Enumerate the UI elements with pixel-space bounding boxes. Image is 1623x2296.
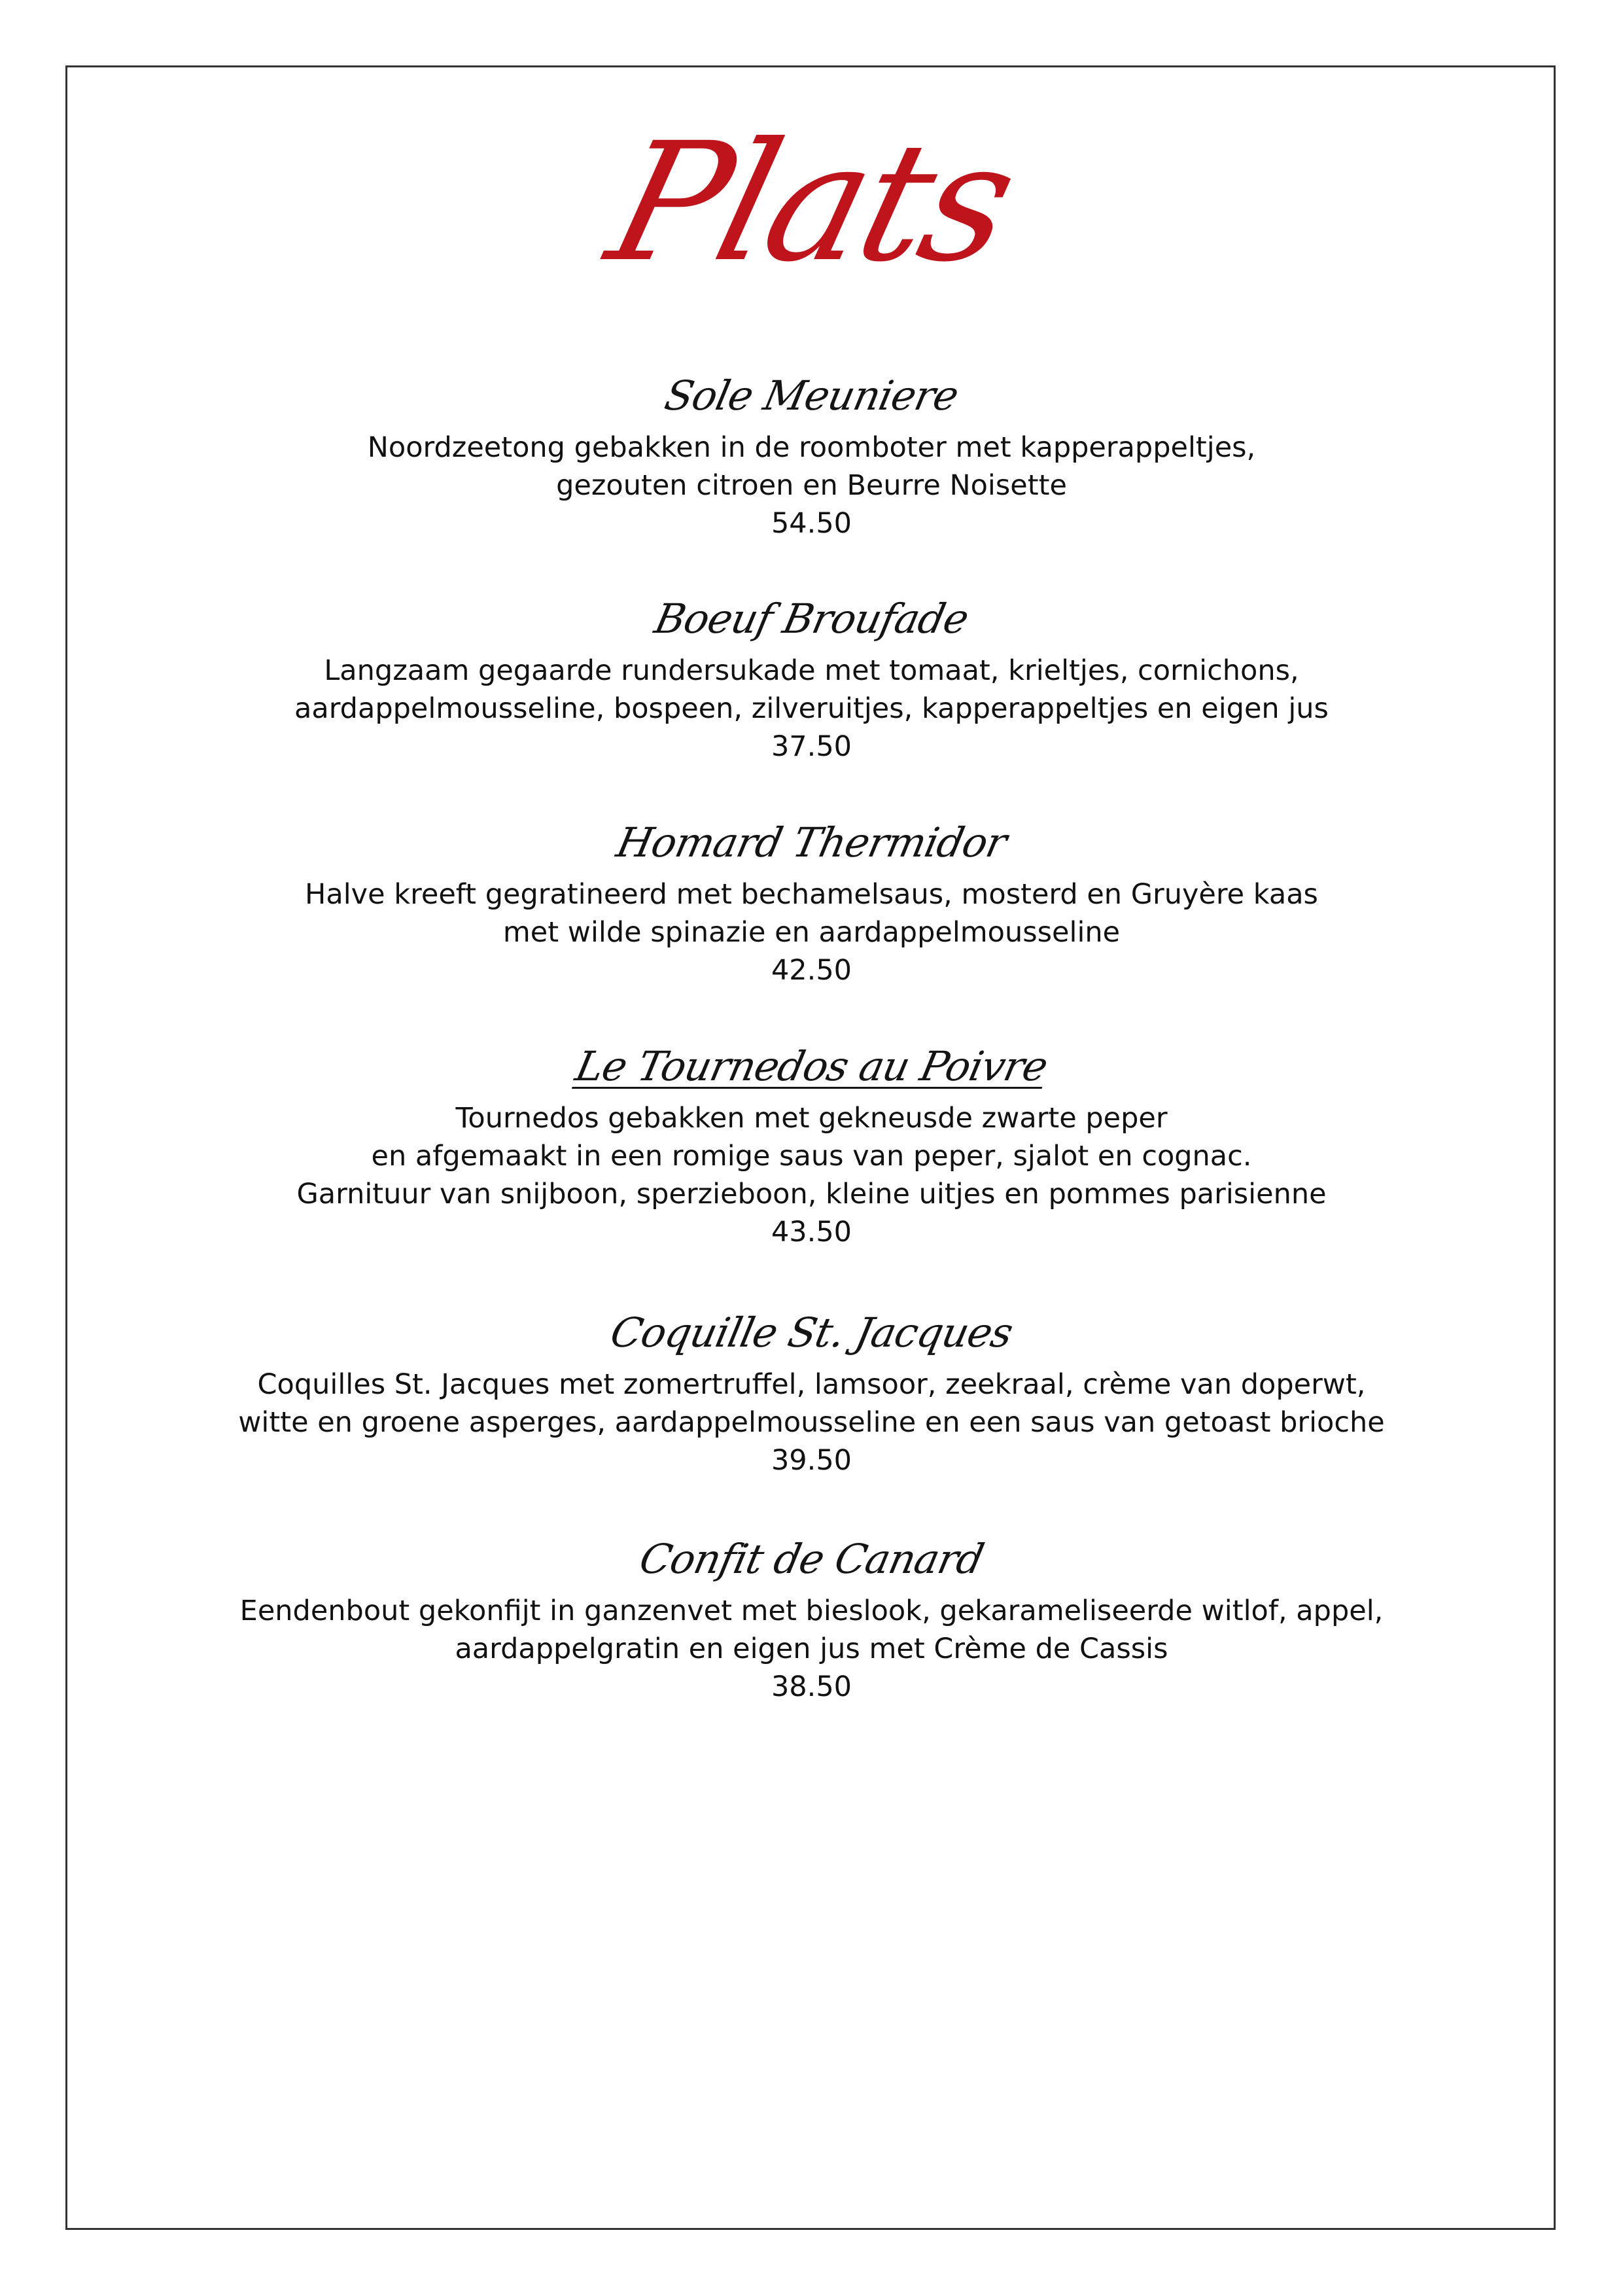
menu-item xyxy=(65,1034,1558,1251)
dish-description-line: gezouten citroen en Beurre Noisette xyxy=(556,469,1067,502)
dish-description-line: met wilde spinazie en aardappelmousseline xyxy=(502,916,1121,949)
dish-description xyxy=(65,652,1558,728)
dish-name: Homard Thermidor xyxy=(612,819,1011,866)
dish-description-line: aardappelmousseline, bospeen, zilveruitjes, kapperappeltjes en eigen jus xyxy=(294,692,1329,725)
dish-description xyxy=(65,1592,1558,1668)
dish-description xyxy=(65,875,1558,951)
dish-description-line: en afgemaakt in een romige saus van peper, sjalot en cognac. xyxy=(371,1140,1252,1173)
dish-description-line: Tournedos gebakken met gekneusde zwarte peper xyxy=(455,1102,1168,1135)
dish-price: 42.50 xyxy=(771,954,852,987)
page-title: Plats xyxy=(593,107,1030,298)
dish-description xyxy=(65,1099,1558,1213)
dish-description-line: Noordzeetong gebakken in de roomboter met kapperappeltjes, xyxy=(367,431,1256,464)
dish-description-line: Eendenbout gekonfijt in ganzenvet met bieslook, gekarameliseerde witlof, appel, xyxy=(239,1595,1384,1627)
dish-description xyxy=(65,1366,1558,1441)
dish-name: Le Tournedos au Poivre xyxy=(571,1042,1052,1090)
menu-item xyxy=(65,810,1558,989)
dish-description-line: Coquilles St. Jacques met zomertruffel, lamsoor, zeekraal, crème van doperwt, xyxy=(257,1368,1366,1401)
dish-description-line: Garnituur van snijboon, sperzieboon, kleine uitjes en pommes parisienne xyxy=(296,1178,1327,1210)
dish-price: 54.50 xyxy=(771,507,852,540)
dish-name: Sole Meuniere xyxy=(660,372,963,419)
dish-description-line: aardappelgratin en eigen jus met Crème de Cassis xyxy=(455,1633,1168,1665)
dish-description-line: Halve kreeft gegratineerd met bechamelsaus, mosterd en Gruyère kaas xyxy=(305,878,1318,911)
dish-name: Boeuf Broufade xyxy=(650,595,973,643)
menu-item xyxy=(65,1527,1558,1706)
dish-description xyxy=(65,429,1558,504)
dish-price: 37.50 xyxy=(771,730,852,763)
menu-item xyxy=(65,586,1558,766)
dish-name: Coquille St. Jacques xyxy=(606,1309,1017,1356)
dish-price: 43.50 xyxy=(771,1216,852,1248)
dish-description-line: witte en groene asperges, aardappelmousseline en een saus van getoast brioche xyxy=(238,1406,1385,1439)
dish-name: Confit de Canard xyxy=(635,1535,988,1583)
menu-item xyxy=(65,1300,1558,1479)
dish-description-line: Langzaam gegaarde rundersukade met tomaat, krieltjes, cornichons, xyxy=(324,654,1299,687)
menu-item xyxy=(65,363,1558,542)
dish-price: 39.50 xyxy=(771,1444,852,1477)
dish-price: 38.50 xyxy=(771,1670,852,1703)
